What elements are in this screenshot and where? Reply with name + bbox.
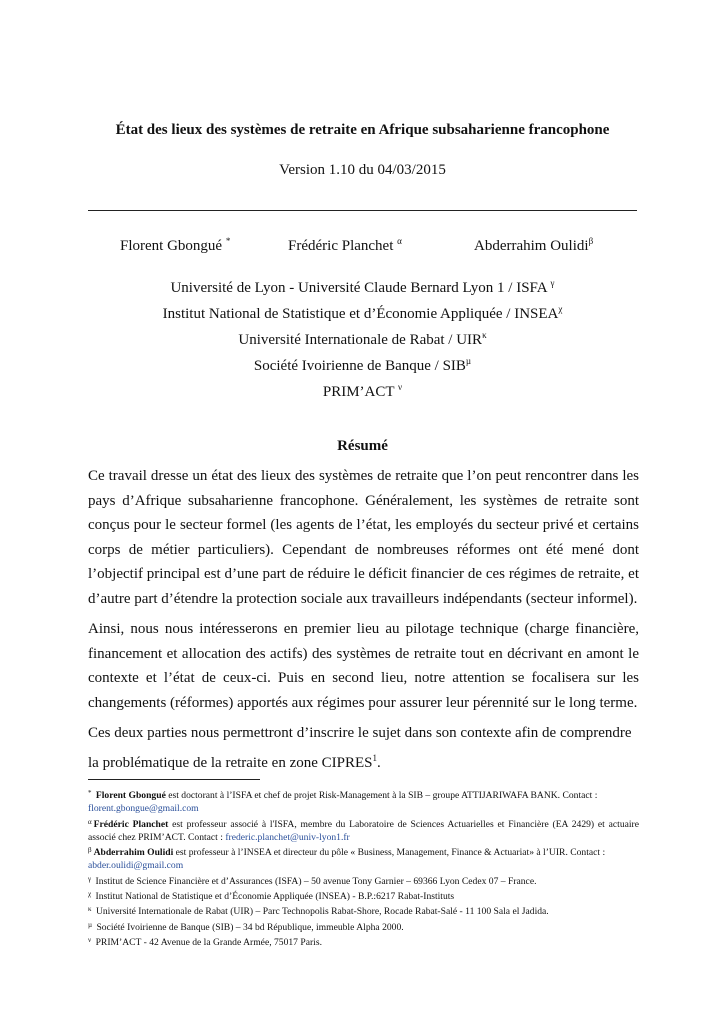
footnote-sib: $^\mu$ Société Ivoirienne de Banque (SIB) – 34 bd République, immeuble Alpha 2000. [88, 920, 404, 933]
author-gbongue: Florent Gbongué * [120, 236, 231, 254]
footnote-separator [88, 779, 260, 780]
footnote-insea: $^\chi$ Institut National de Statistique et d’Économie Appliquée (INSEA) - B.P.:6217 Rabat-Instituts [88, 890, 455, 903]
footnote-uir: $^\kappa$ Université Internationale de Rabat (UIR) – Parc Technopolis Rabat-Shore, Rocade Rabat-Salé - 11 100 Sala el Jadida. [88, 905, 549, 918]
abstract-paragraph-3: Ces deux parties nous permettront d’inscrire le sujet dans son contexte afin de comprendre la problématique de la retraite en zone CIPRES$^1$. [88, 725, 632, 771]
footnotes [88, 787, 639, 949]
affiliation-isfa: Université de Lyon - Université Claude Bernard Lyon 1 / ISFA $^\gamma$ [170, 278, 555, 296]
document-title: État des lieux des systèmes de retraite en Afrique subsaharienne francophone [115, 122, 610, 138]
footnote-planchet: $^\alpha$ Frédéric Planchet est professeur associé à l'ISFA, membre du Laboratoire de Sciences Actuarielles et Financière (EA 2429) et actuaire associé chez PRIM’ACT. Contact : frederic.planchet@univ-lyon1.fr [88, 817, 639, 843]
author-planchet: Frédéric Planchet $^\alpha$ [288, 236, 402, 254]
email-link-planchet[interactable]: frederic.planchet@univ-lyon1.fr [225, 831, 350, 843]
email-link-oulidi[interactable]: abder.oulidi@gmail.com [88, 860, 184, 872]
email-link-gbongue[interactable]: florent.gbongue@gmail.com [88, 803, 199, 815]
affiliation-list [0, 270, 725, 400]
affiliation-insea: Institut National de Statistique et d’Économie Appliquée / $INSEA^\chi$ [162, 304, 563, 322]
footnote-primact: $^\nu$ PRIM’ACT - 42 Avenue de la Grande Armée, 75017 Paris. [88, 935, 322, 948]
version-line: Version 1.10 du 04/03/2015 [279, 162, 446, 178]
author-oulidi: Abderrahim Oulidi$^\beta$ [474, 236, 594, 254]
affiliation-sib: Société Ivoirienne de Banque / $SIB^\mu$ [253, 356, 472, 374]
footnote-oulidi: $^\beta$ Abderrahim Oulidi est professeur à l’INSEA et directeur du pôle « Business, Management, Finance & Actuariat» à l’UIR. Contact : abder.oulidi@gmail.com [88, 846, 606, 872]
abstract-paragraph-1: Ce travail dresse un état des lieux des systèmes de retraite que l’on peut rencontrer dans les pays d’Afrique subsaharienne francophone. Généralement, les systèmes de retraite sont conçus pour le secteur formel (les agents de l’état, les employés du secteur privé et certains corps de métier particuliers). Cependant de nombreuses réformes ont été mené dont l’objectif principal est d’une part de réduire le déficit financier de ces régimes de retraite, et d’autre part d’étendre la protection sociale aux travailleurs indépendants (secteur informel). [88, 468, 639, 607]
separator-line [88, 210, 637, 211]
footnote-isfa: $^\gamma$ Institut de Science Financière et d’Assurances (ISFA) – 50 avenue Tony Garnier – 69366 Lyon Cedex 07 – France. [88, 874, 537, 887]
abstract-heading: Résumé [337, 438, 388, 454]
footnote-gbongue: * Florent Gbongué est doctorant à l’ISFA et chef de projet Risk-Management à la SIB – groupe ATTIJARIWAFA BANK. Contact : florent.gbongue@gmail.com [88, 789, 598, 815]
abstract-body [88, 464, 639, 781]
affiliation-uir: Université Internationale de Rabat / $UIR^\kappa$ [238, 330, 487, 348]
affiliation-primact: PRIM’ACT $^\nu$ [322, 382, 403, 400]
footnote-ref-1[interactable]: 1 [372, 752, 377, 763]
abstract-paragraph-2: Ainsi, nous nous intéresserons en premier lieu au pilotage technique (charge financière, financement et allocation des actifs) des systèmes de retraite tout en décrivant en amont le contexte et l’état de ceux-ci. Puis en second lieu, notre attention se focalisera sur les changements (réformes) apportés aux régimes pour assurer leur pérennité sur le long terme. [88, 621, 639, 711]
